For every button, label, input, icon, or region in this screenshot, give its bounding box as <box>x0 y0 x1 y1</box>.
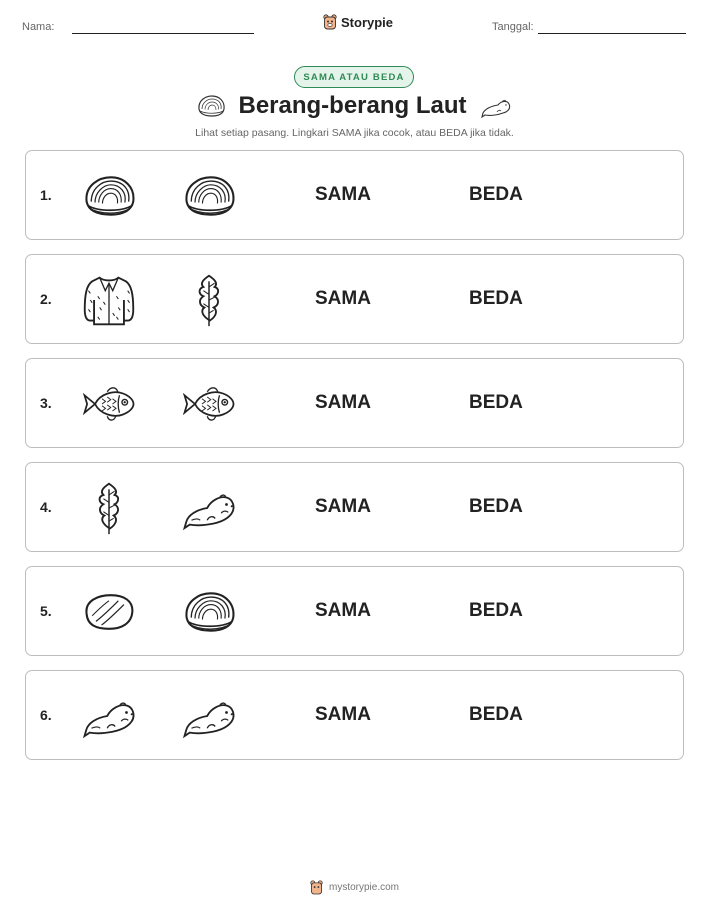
exercise-row <box>25 566 684 656</box>
kelp-icon <box>79 479 139 537</box>
sea-otter-icon <box>179 687 239 745</box>
same-option[interactable]: SAMA <box>315 496 371 517</box>
activity-badge: SAMA ATAU BEDA <box>294 66 414 88</box>
storypie-mascot-icon <box>310 880 323 895</box>
clam-icon <box>179 167 239 225</box>
row-number: 1. <box>40 187 52 203</box>
brand-logo <box>323 14 393 30</box>
exercise-row <box>25 462 684 552</box>
row-number: 4. <box>40 499 52 515</box>
kelp-icon <box>179 271 239 329</box>
different-option[interactable]: BEDA <box>469 496 523 517</box>
instructions: Lihat setiap pasang. Lingkari SAMA jika cocok, atau BEDA jika tidak. <box>195 127 514 139</box>
same-option[interactable]: SAMA <box>315 392 371 413</box>
exercise-row <box>25 254 684 344</box>
footer-url: mystorypie.com <box>328 882 399 893</box>
different-option[interactable]: BEDA <box>469 184 523 205</box>
different-option[interactable]: BEDA <box>469 704 523 725</box>
name-field[interactable] <box>72 33 254 34</box>
same-option[interactable]: SAMA <box>315 184 371 205</box>
clam-icon <box>179 583 239 641</box>
name-label: Nama: <box>22 21 55 33</box>
row-number: 6. <box>40 707 52 723</box>
row-number: 5. <box>40 603 52 619</box>
date-field[interactable] <box>538 33 686 34</box>
different-option[interactable]: BEDA <box>469 392 523 413</box>
storypie-mascot-icon <box>323 14 337 30</box>
rock-icon <box>79 583 139 641</box>
same-option[interactable]: SAMA <box>315 704 371 725</box>
exercise-row <box>25 670 684 760</box>
same-option[interactable]: SAMA <box>315 288 371 309</box>
sea-otter-icon <box>179 479 239 537</box>
exercise-row <box>25 358 684 448</box>
date-label: Tanggal: <box>492 21 534 33</box>
row-number: 3. <box>40 395 52 411</box>
different-option[interactable]: BEDA <box>469 288 523 309</box>
clam-icon <box>196 94 226 118</box>
page-title: Berang-berang Laut <box>238 92 467 119</box>
different-option[interactable]: BEDA <box>469 600 523 621</box>
clam-icon <box>79 167 139 225</box>
fish-icon <box>79 375 139 433</box>
fish-icon <box>179 375 239 433</box>
row-number: 2. <box>40 291 52 307</box>
title-row <box>0 92 709 120</box>
brand-name: Storypie <box>341 14 394 30</box>
sea-otter-icon <box>479 94 513 118</box>
footer <box>0 880 709 895</box>
exercise-row <box>25 150 684 240</box>
fur-coat-icon <box>79 271 139 329</box>
sea-otter-icon <box>79 687 139 745</box>
same-option[interactable]: SAMA <box>315 600 371 621</box>
